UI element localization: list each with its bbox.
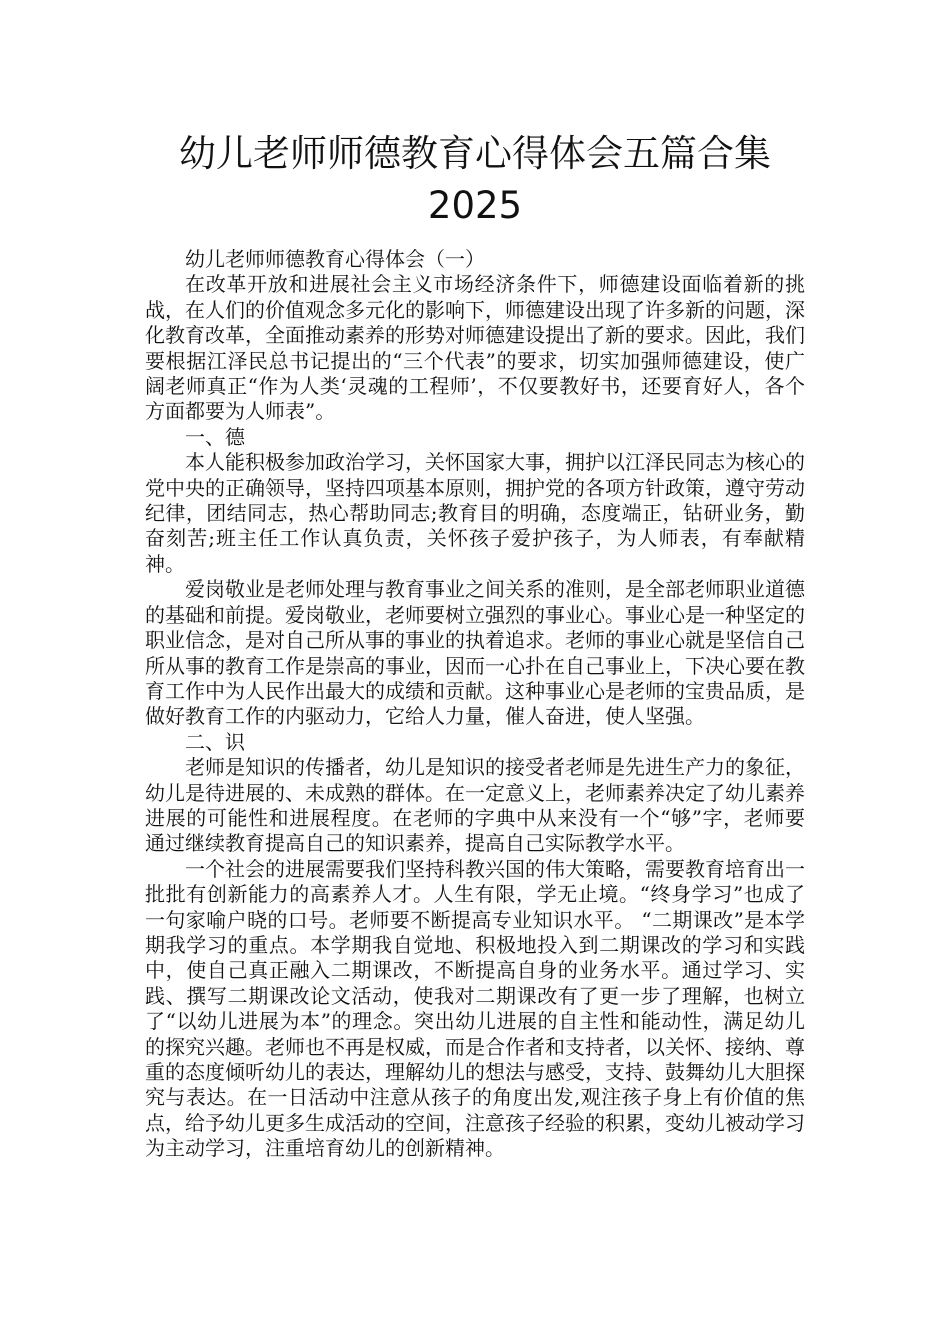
body-paragraph: 老师是知识的传播者，幼儿是知识的接受者老师是先进生产力的象征，幼儿是待进展的、未成熟的群体。在一定意义上，老师素养决定了幼儿素养进展的可能性和进展程度。在老师的字典中从来没有一个“够”字，老师要通过继续教育提高自己的知识素养，提高自己实际教学水平。 xyxy=(145,755,805,856)
body-paragraph: 一个社会的进展需要我们坚持科教兴国的伟大策略，需要教育培育出一批批有创新能力的高素养人才。人生有限，学无止境。“终身学习”也成了一句家喻户晓的口号。老师要不断提高专业知识水平。 “二期课改”是本学期我学习的重点。本学期我自觉地、积极地投入到二期课改的学习和实践中，使自己真正融入二期课改，不断提高自身的业务水平。通过学习、实践、撰写二期课改论文活动，使我对二期课改有了更一步了理解，也树立了“以幼儿进展为本”的理念。突出幼儿进展的自主性和能动性，满足幼儿的探究兴趣。老师也不再是权威，而是合作者和支持者，以关怀、接纳、尊重的态度倾听幼儿的表达，理解幼儿的想法与感受，支持、鼓舞幼儿大胆探究与表达。在一日活动中注意从孩子的角度出发,观注孩子身上有价值的焦点，给予幼儿更多生成活动的空间，注意孩子经验的积累，变幼儿被动学习为主动学习，注重培育幼儿的创新精神。 xyxy=(145,856,805,1161)
document-title xyxy=(0,128,950,232)
section-heading: 一、德 xyxy=(185,424,245,449)
title-line-1: 幼儿老师师德教育心得体会五篇合集 xyxy=(179,132,771,175)
title-line-2: 2025 xyxy=(427,184,523,227)
body-paragraph: 在改革开放和进展社会主义市场经济条件下，师德建设面临着新的挑战，在人们的价值观念多元化的影响下，师德建设出现了许多新的问题，深化教育改革，全面推动素养的形势对师德建设提出了新的要求。因此，我们要根据江泽民总书记提出的“三个代表”的要求，切实加强师德建设，使广阔老师真正“作为人类‘灵魂的工程师’，不仅要教好书，还要育好人，各个方面都要为人师表”。 xyxy=(145,272,805,424)
body-paragraph: 爱岗敬业是老师处理与教育事业之间关系的准则，是全部老师职业道德的基础和前提。爱岗敬业，老师要树立强烈的事业心。事业心是一种坚定的职业信念，是对自己所从事的事业的执着追求。老师的事业心就是坚信自己所从事的教育工作是崇高的事业，因而一心扑在自己事业上，下决心要在教育工作中为人民作出最大的成绩和贡献。这种事业心是老师的宝贵品质，是做好教育工作的内驱动力，它给人力量，催人奋进，使人坚强。 xyxy=(145,577,805,729)
document-body xyxy=(145,247,805,1162)
body-paragraph: 本人能积极参加政治学习，关怀国家大事，拥护以江泽民同志为核心的党中央的正确领导，坚持四项基本原则，拥护党的各项方针政策，遵守劳动纪律，团结同志，热心帮助同志;教育目的明确，态度端正，钻研业务，勤奋刻苦;班主任工作认真负责，关怀孩子爱护孩子，为人师表，有奉献精神。 xyxy=(145,450,805,576)
section-heading: 幼儿老师师德教育心得体会（一） xyxy=(185,247,485,271)
section-heading: 二、识 xyxy=(185,729,245,754)
